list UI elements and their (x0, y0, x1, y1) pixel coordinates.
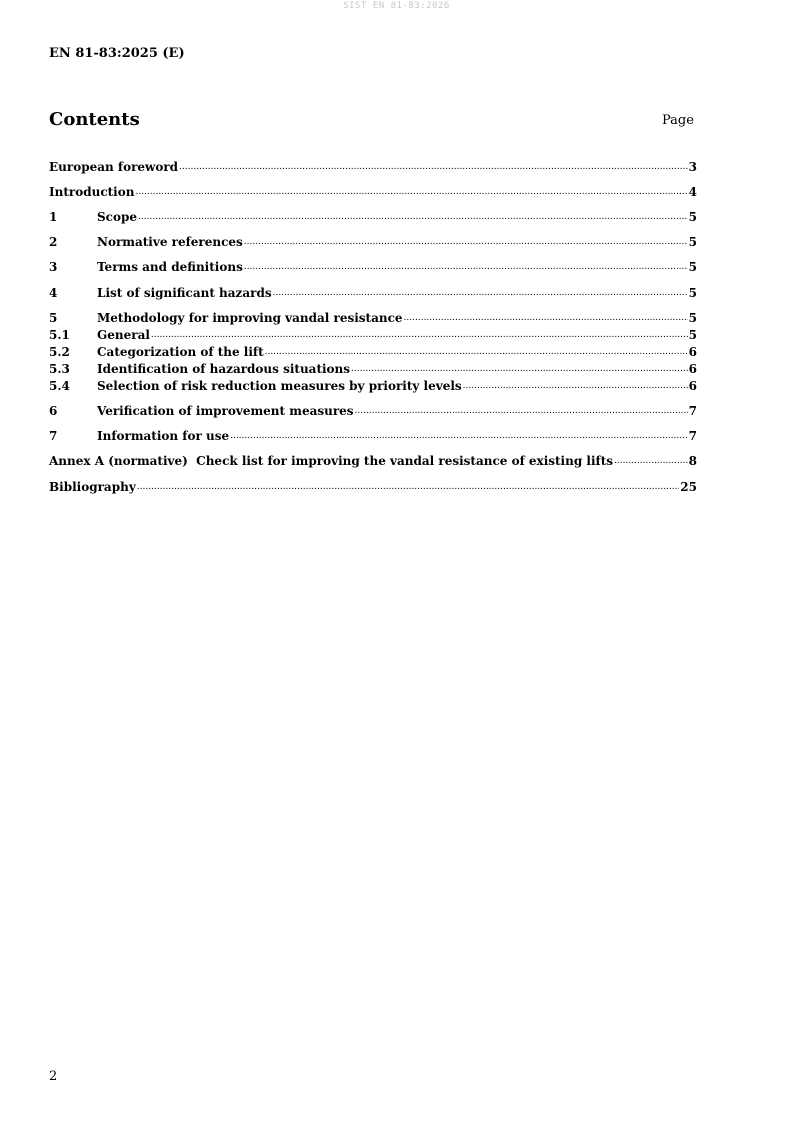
toc-entry-verification[interactable] (49, 404, 697, 419)
toc-entry-number: 1 (49, 210, 58, 224)
toc-entry-page: 8 (688, 454, 697, 468)
toc-entry-title: Selection of risk reduction measures by priority levels (97, 379, 462, 393)
toc-entry-title: Verification of improvement measures (97, 404, 354, 418)
toc-entry-number: 5 (49, 311, 58, 325)
page-column-label: Page (662, 113, 694, 128)
toc-entry-european-foreword[interactable] (49, 160, 697, 175)
watermark: SIST EN 81-83:2026 (343, 1, 450, 11)
toc-entry-number: 3 (49, 260, 58, 274)
toc-entry-number: 7 (49, 429, 58, 443)
dot-leader (404, 311, 688, 326)
toc-entry-risk-reduction[interactable] (49, 379, 697, 394)
dot-leader (179, 160, 688, 175)
toc-entry-number: 5.2 (49, 345, 70, 359)
toc-entry-page: 6 (688, 362, 697, 376)
toc-entry-page: 7 (688, 429, 697, 443)
toc-entry-title: Information for use (97, 429, 230, 443)
dot-leader (244, 260, 688, 275)
dot-leader (151, 328, 688, 343)
dot-leader (138, 210, 688, 225)
toc-entry-significant-hazards[interactable] (49, 286, 697, 301)
dot-leader (135, 185, 687, 200)
toc-entry-normative-references[interactable] (49, 235, 697, 250)
toc-entry-information-for-use[interactable] (49, 429, 697, 444)
toc-entry-number: 6 (49, 404, 58, 418)
dot-leader (137, 480, 680, 495)
toc-entry-page: 5 (688, 260, 697, 274)
toc-entry-categorization[interactable] (49, 345, 697, 360)
toc-entry-terms-and-definitions[interactable] (49, 260, 697, 275)
contents-title: Contents (49, 109, 140, 130)
toc-entry-number: 5.1 (49, 328, 70, 342)
toc-entry-page: 5 (688, 328, 697, 342)
toc-entry-number: 2 (49, 235, 58, 249)
dot-leader (463, 379, 688, 394)
toc-entry-page: 7 (688, 404, 697, 418)
dot-leader (614, 454, 688, 469)
toc-entry-hazardous-situations[interactable] (49, 362, 697, 377)
toc-entry-number: 5.3 (49, 362, 70, 376)
toc-entry-title: Terms and definitions (97, 260, 243, 274)
dot-leader (244, 235, 688, 250)
toc-entry-page: 6 (688, 379, 697, 393)
toc-entry-page: 5 (688, 235, 697, 249)
page-number: 2 (49, 1069, 58, 1084)
toc-entry-methodology[interactable] (49, 311, 697, 326)
toc-entry-annex-a[interactable] (49, 454, 697, 469)
toc-entry-title: Normative references (97, 235, 243, 249)
toc-entry-number: 5.4 (49, 379, 70, 393)
dot-leader (355, 404, 688, 419)
toc-entry-title: Methodology for improving vandal resistance (97, 311, 403, 325)
toc-entry-number: 4 (49, 286, 58, 300)
toc-entry-title: Identification of hazardous situations (97, 362, 351, 376)
toc-entry-general[interactable] (49, 328, 697, 343)
dot-leader (265, 345, 688, 360)
toc-entry-page: 5 (688, 311, 697, 325)
toc-entry-page: 5 (688, 210, 697, 224)
document-id: EN 81-83:2025 (E) (49, 46, 185, 61)
toc-entry-title: Categorization of the lift (97, 345, 264, 359)
toc-entry-page: 4 (688, 185, 697, 199)
toc-entry-page: 6 (688, 345, 697, 359)
toc-entry-bibliography[interactable] (49, 480, 697, 495)
toc-entry-title: General (97, 328, 150, 342)
toc-entry-title: European foreword (49, 160, 179, 174)
toc-entry-title: Introduction (49, 185, 135, 199)
toc-entry-title: List of significant hazards (97, 286, 272, 300)
dot-leader (273, 286, 688, 301)
toc-entry-title: Annex A (normative) Check list for improving the vandal resistance of existing lifts (49, 454, 613, 468)
toc-entry-page: 25 (680, 480, 697, 494)
toc-entry-page: 5 (688, 286, 697, 300)
dot-leader (351, 362, 688, 377)
toc-entry-title: Bibliography (49, 480, 136, 494)
toc-entry-introduction[interactable] (49, 185, 697, 200)
toc-entry-title: Scope (97, 210, 138, 224)
toc-entry-scope[interactable] (49, 210, 697, 225)
toc-entry-page: 3 (688, 160, 697, 174)
dot-leader (230, 429, 688, 444)
